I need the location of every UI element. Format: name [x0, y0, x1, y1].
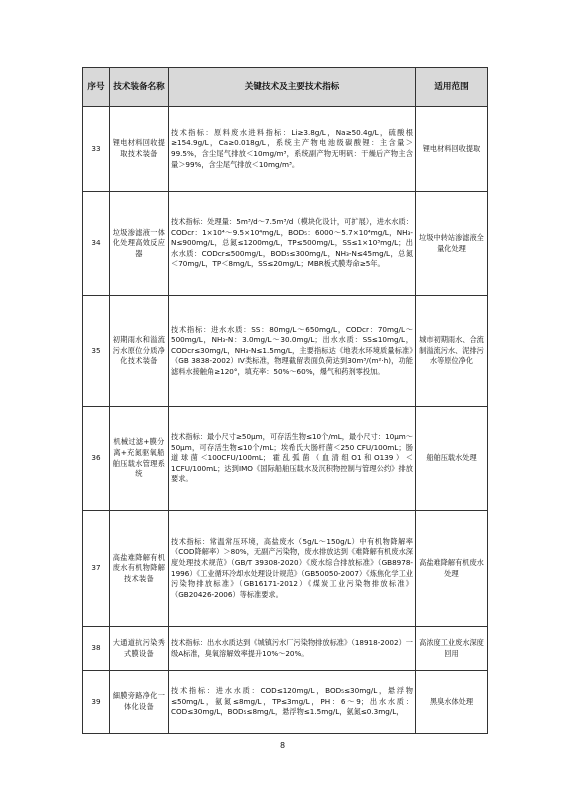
row-number: 38	[83, 627, 110, 671]
technical-spec: 技术指标：进水水质：COD≤120mg/L，BOD₅≤30mg/L，悬浮物≤50mg/L，氨氮≤8mg/L，TP≤3mg/L，PH：6～9；出水水质：COD≤30mg/L，BOD₅≤8mg/L，悬浮物≤1.5mg/L，氨氮≤0.3mg/L，	[169, 671, 416, 734]
header-spec: 关键技术及主要技术指标	[169, 68, 416, 107]
row-number: 39	[83, 671, 110, 734]
table-row	[83, 627, 488, 671]
header-scope: 适用范围	[416, 68, 488, 107]
table-header-row	[83, 68, 488, 107]
equipment-name: 初期雨水和溢流污水原位分质净化技术装备	[110, 296, 169, 407]
technical-spec: 技术指标：处理量：5m³/d～7.5m³/d（模块化设计，可扩展），进水水质：CODcr：1×10⁴～9.5×10⁴mg/L，BOD₅：6000～5.7×10⁴mg/L，NH₃-N≤900mg/L，总氮≤1200mg/L，TP≤500mg/L，SS≤1×10³mg/L；出水水质：CODcr≤500mg/L，BOD₅≤300mg/L，NH₃-N≤45mg/L，总氮＜70mg/L，TP＜8mg/L，SS≤20mg/L；MBR板式膜寿命≥5年。	[169, 192, 416, 296]
application-scope: 锂电材料回收提取	[416, 107, 488, 192]
application-scope: 高浓度工业废水深度回用	[416, 627, 488, 671]
table-row	[83, 407, 488, 511]
technology-table	[82, 67, 488, 734]
equipment-name: 高盐难降解有机废水有机物降解技术装备	[110, 511, 169, 627]
technical-spec: 技术指标：最小尺寸≥50μm，可存活生物≤10个/mL，最小尺寸：10μm～50μm，可存活生物≤10个/mL；埃希氏大肠杆菌＜250 CFU/100mL；肠道球菌＜100CFU/100mL；霍乱弧菌（血清组O1和O139）＜1CFU/100mL；达到IMO《国际船舶压载水及沉积物控制与管理公约》排放要求。	[169, 407, 416, 511]
row-number: 36	[83, 407, 110, 511]
page-number: 8	[279, 741, 286, 750]
application-scope: 高盐难降解有机废水处理	[416, 511, 488, 627]
row-number: 37	[83, 511, 110, 627]
equipment-name: 垃圾渗滤液一体化处理高效反应器	[110, 192, 169, 296]
application-scope: 黑臭水体处理	[416, 671, 488, 734]
row-number: 35	[83, 296, 110, 407]
technical-spec: 技术指标：进水水质：SS：80mg/L～650mg/L，CODcr：70mg/L～500mg/L，NH₃-N：3.0mg/L～30.0mg/L；出水水质：SS≤10mg/L，CODcr≤30mg/L，NH₃-N≤1.5mg/L，主要指标达《地表水环境质量标准》（GB 3838-2002）IV类标准，物理截留表面负荷达到30m³/(m²·h)，功能滤料水接触角≥120°，填充率：50%～60%，爆气和药剂零投加。	[169, 296, 416, 407]
table-row	[83, 296, 488, 407]
application-scope: 城市初期雨水、合流制溢流污水、泥排污水等原位净化	[416, 296, 488, 407]
header-seq: 序号	[83, 68, 110, 107]
equipment-name: 机械过滤+膜分离+充氮驱氧船舶压载水管理系统	[110, 407, 169, 511]
equipment-name: 锂电材料回收提取技术装备	[110, 107, 169, 192]
row-number: 33	[83, 107, 110, 192]
technical-spec: 技术指标：常温常压环境，高盐废水（5g/L～150g/L）中有机物降解率（COD降解率）＞80%，无副产污染物，废水排放达到《难降解有机废水深度处理技术规范》（GB/T 39308-2020）《废水综合排放标准》（GB8978-1996）《工业循环冷却水处理设计规范》（GB50050-2007）《炼焦化学工业污染物排放标准》（GB16171-2012）《煤炭工业污染物排放标准》（GB20426-2006）等标准要求。	[169, 511, 416, 627]
header-name: 技术装备名称	[110, 68, 169, 107]
technical-spec: 技术指标：原料废水进料指标：Li≥3.8g/L，Na≥50.4g/L，硫酸根≥154.9g/L，Ca≥0.018g/L，系统主产物电池级碳酸锂：主含量＞99.5%，含尘尾气排放＜10mg/m³，系统副产物无明矾：干燥后产物主含量＞99%，含尘尾气排放＜10mg/m³。	[169, 107, 416, 192]
table-row	[83, 511, 488, 627]
equipment-name: 大通道抗污染秀式膜设备	[110, 627, 169, 671]
application-scope: 垃圾中转站渗滤液全量化处理	[416, 192, 488, 296]
equipment-name: 細膜旁路净化一体化设备	[110, 671, 169, 734]
table-row	[83, 192, 488, 296]
row-number: 34	[83, 192, 110, 296]
table-row	[83, 107, 488, 192]
table-row	[83, 671, 488, 734]
technical-spec: 技术指标：出水水质达到《城镇污水厂污染物排放标准》（18918-2002）一级A标准，臭氧溶解效率提升10%～20%。	[169, 627, 416, 671]
application-scope: 船舶压载水处理	[416, 407, 488, 511]
